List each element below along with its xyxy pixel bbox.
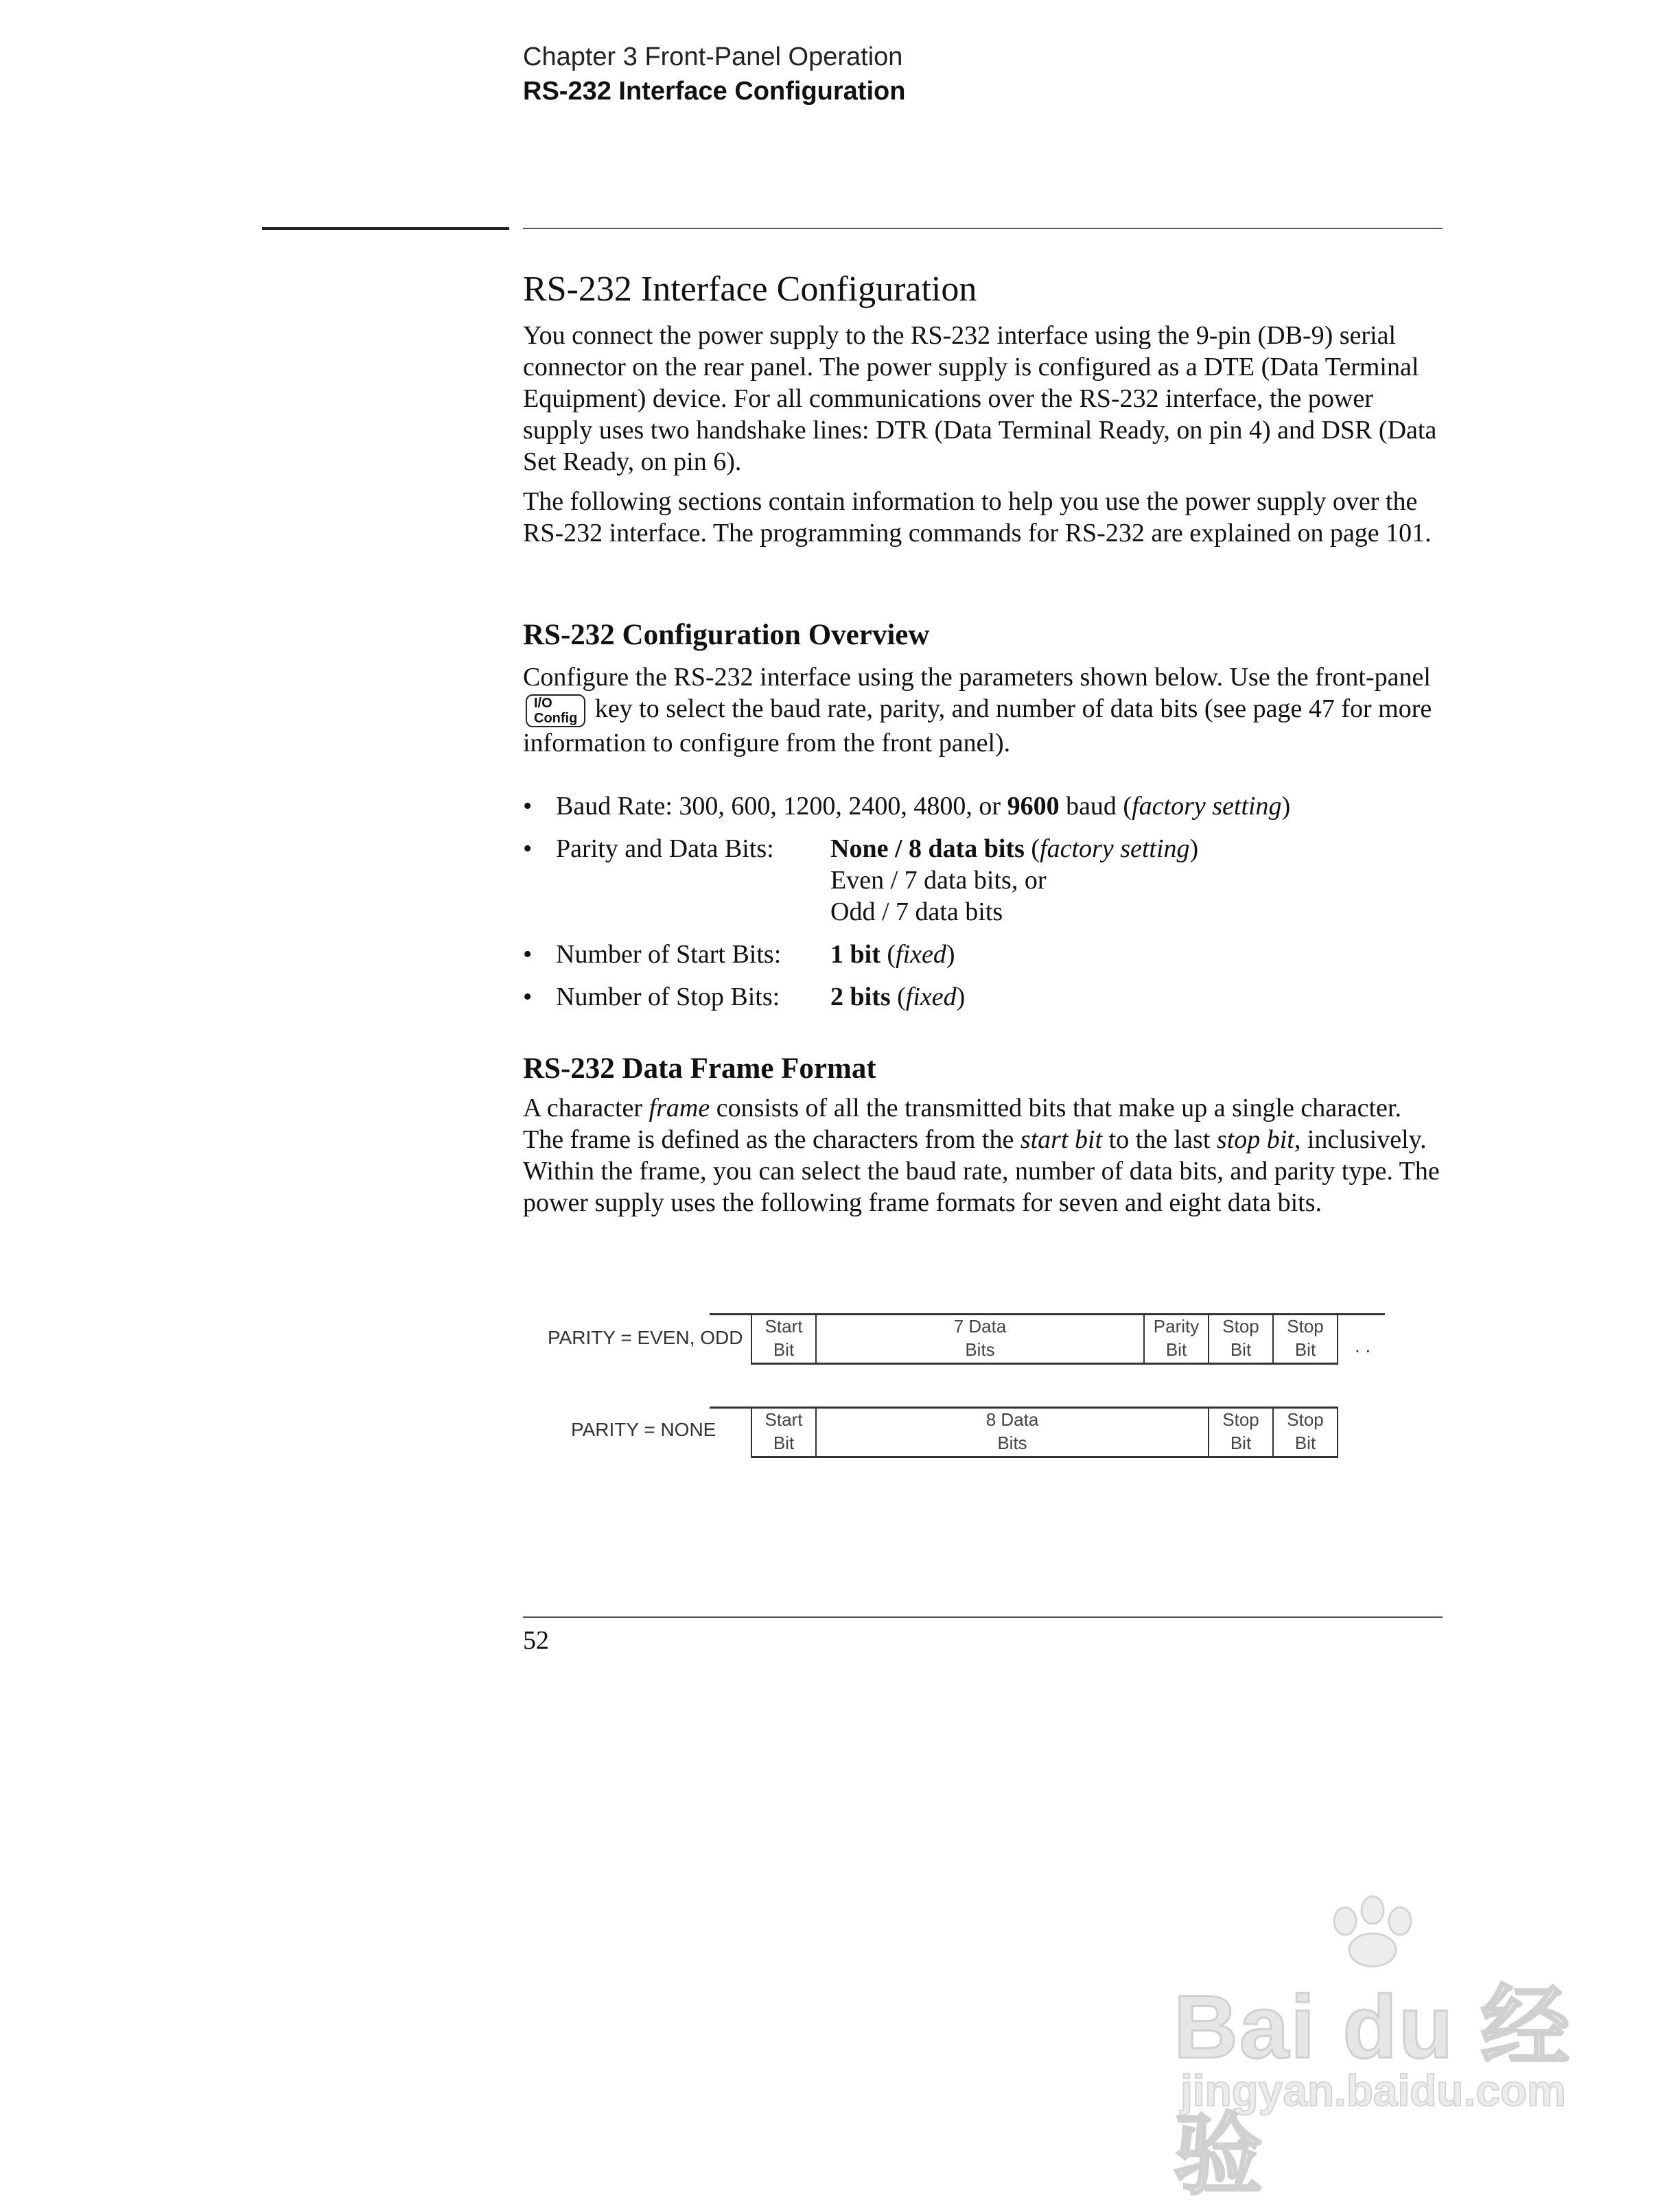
frame-term-frame: frame — [649, 1094, 710, 1122]
bullet-baud-rate — [523, 790, 1443, 822]
row1-cell-stop-2 — [1272, 1315, 1338, 1364]
frame-text-4: , inclusively. Within the frame, you can select the baud rate, number of data bits, and parity type. The power supply uses the following frame formats for seven and eight data bits. — [523, 1125, 1440, 1217]
row1-label: PARITY = EVEN, ODD — [548, 1327, 743, 1348]
bullet-dot: • — [523, 792, 533, 821]
frame-text-3: to the last — [1102, 1125, 1217, 1154]
baud-close: ) — [1281, 792, 1291, 821]
overview-text-before-key: Configure the RS-232 interface using the parameters shown below. Use the front-panel — [523, 663, 1431, 692]
watermark-url: jingyan.baidu.com — [1180, 2066, 1566, 2115]
parity-label: Parity and Data Bits: — [556, 834, 774, 863]
frame-format-paragraph — [523, 1092, 1443, 1219]
row2-cell-stop-2 — [1272, 1408, 1338, 1457]
stop-close: ) — [956, 983, 966, 1011]
parity-value — [830, 833, 1198, 928]
io-config-key-icon — [526, 694, 585, 727]
cell-line-2: Bit — [773, 1433, 795, 1453]
parity-option-odd: Odd / 7 data bits — [830, 897, 1003, 926]
row2-cell-start — [751, 1408, 815, 1457]
stop-bits-label: Number of Stop Bits: — [556, 983, 780, 1011]
parity-default: None / 8 data bits — [830, 834, 1025, 863]
cell-line-2: Bits — [997, 1433, 1027, 1453]
baud-default-value: 9600 — [1007, 792, 1060, 821]
bullet-dot: • — [523, 940, 533, 969]
baud-note: factory setting — [1132, 792, 1282, 821]
intro-paragraph-2: The following sections contain information to help you use the power supply over the RS-232 interface. The programming commands for RS-232 are explained on page 101. — [523, 487, 1432, 548]
row1-trailing-dots: . . — [1355, 1335, 1371, 1356]
parity-option-even: Even / 7 data bits, or — [830, 866, 1047, 895]
start-bits-label: Number of Start Bits: — [556, 940, 782, 969]
parity-open: ( — [1024, 834, 1040, 863]
cell-line-2: Bit — [1230, 1433, 1252, 1453]
cell-line-2: Bit — [773, 1339, 795, 1360]
stop-bits-bold: 2 bits — [830, 983, 891, 1011]
key-line-1: I/O — [534, 696, 552, 711]
cell-line-1: 7 Data — [953, 1316, 1007, 1337]
cell-line-2: Bit — [1294, 1339, 1316, 1360]
cell-line-2: Bit — [1294, 1433, 1316, 1453]
cell-line-1: Parity — [1153, 1316, 1200, 1337]
parity-note: factory setting — [1040, 834, 1190, 863]
cell-line-1: Stop — [1222, 1316, 1259, 1337]
parity-close: ) — [1189, 834, 1199, 863]
cell-line-1: Stop — [1287, 1316, 1324, 1337]
stop-bits-value — [830, 981, 965, 1013]
start-note: fixed — [896, 940, 946, 969]
cell-line-1: Start — [765, 1409, 803, 1430]
cell-line-1: 8 Data — [985, 1409, 1039, 1430]
cell-line-1: Start — [765, 1316, 803, 1337]
header-rule-long — [523, 228, 1443, 229]
stop-open: ( — [890, 983, 906, 1011]
start-close: ) — [946, 940, 955, 969]
chapter-title: Chapter 3 Front-Panel Operation — [523, 43, 903, 71]
bullet-stop-bits — [523, 981, 1443, 1013]
baidu-watermark — [1167, 1894, 1578, 2205]
bullet-dot: • — [523, 834, 533, 863]
overview-text-after-key: key to select the baud rate, parity, and number of data bits (see page 47 for more information to configure from the front panel). — [523, 694, 1432, 758]
overview-paragraph — [523, 661, 1443, 759]
cell-line-2: Bits — [965, 1339, 995, 1360]
footer-rule — [523, 1616, 1443, 1618]
start-open: ( — [880, 940, 896, 969]
baud-label: Baud Rate: 300, 600, 1200, 2400, 4800, or — [556, 792, 1001, 821]
start-bits-value — [830, 939, 955, 970]
cell-line-2: Bit — [1165, 1339, 1187, 1360]
row1-cell-stop-1 — [1208, 1315, 1272, 1364]
bullet-parity-data-bits — [523, 833, 1443, 929]
cell-line-1: Stop — [1287, 1409, 1324, 1430]
stop-note: fixed — [905, 983, 957, 1011]
baud-unit: baud ( — [1066, 792, 1132, 821]
frame-text-1: A character — [523, 1094, 649, 1122]
page-title: RS-232 Interface Configuration — [523, 269, 977, 309]
frame-term-start-bit: start bit — [1020, 1125, 1103, 1154]
bullet-dot: • — [523, 983, 533, 1011]
page-number: 52 — [523, 1626, 549, 1655]
bullet-label — [556, 790, 1290, 822]
running-header — [523, 40, 905, 108]
row2-cell-stop-1 — [1208, 1408, 1272, 1457]
header-rule-short — [262, 227, 509, 230]
cell-line-2: Bit — [1230, 1339, 1252, 1360]
bullet-start-bits — [523, 939, 1443, 970]
cell-line-1: Stop — [1222, 1409, 1259, 1430]
start-bits-bold: 1 bit — [830, 940, 880, 969]
frame-term-stop-bit: stop bit — [1216, 1125, 1294, 1154]
row1-cell-start — [751, 1315, 815, 1364]
overview-heading: RS-232 Configuration Overview — [523, 619, 930, 651]
frame-text-2: consists of all the transmitted bits that make up a single character. The frame is defined as the characters from the — [523, 1094, 1401, 1154]
key-line-2: Config — [534, 711, 578, 727]
row2-label: PARITY = NONE — [571, 1419, 716, 1440]
intro-paragraph-1: You connect the power supply to the RS-232 interface using the 9-pin (DB-9) serial connector on the rear panel. The power supply is configured as a DTE (Data Terminal Equipment) device. For all communications over the RS-232 interface, the power supply uses two handshake lines: DTR (Data Terminal Ready, on pin 4) and DSR (Data Set Ready, on pin 6). — [523, 321, 1437, 476]
section-running-title: RS-232 Interface Configuration — [523, 77, 906, 106]
watermark-logo-text: Bai du 经验 — [1174, 1977, 1572, 2205]
frame-format-heading: RS-232 Data Frame Format — [523, 1052, 876, 1085]
row1-cell-data — [815, 1315, 1143, 1364]
row2-cell-data — [815, 1408, 1208, 1457]
row1-cell-parity — [1143, 1315, 1208, 1364]
